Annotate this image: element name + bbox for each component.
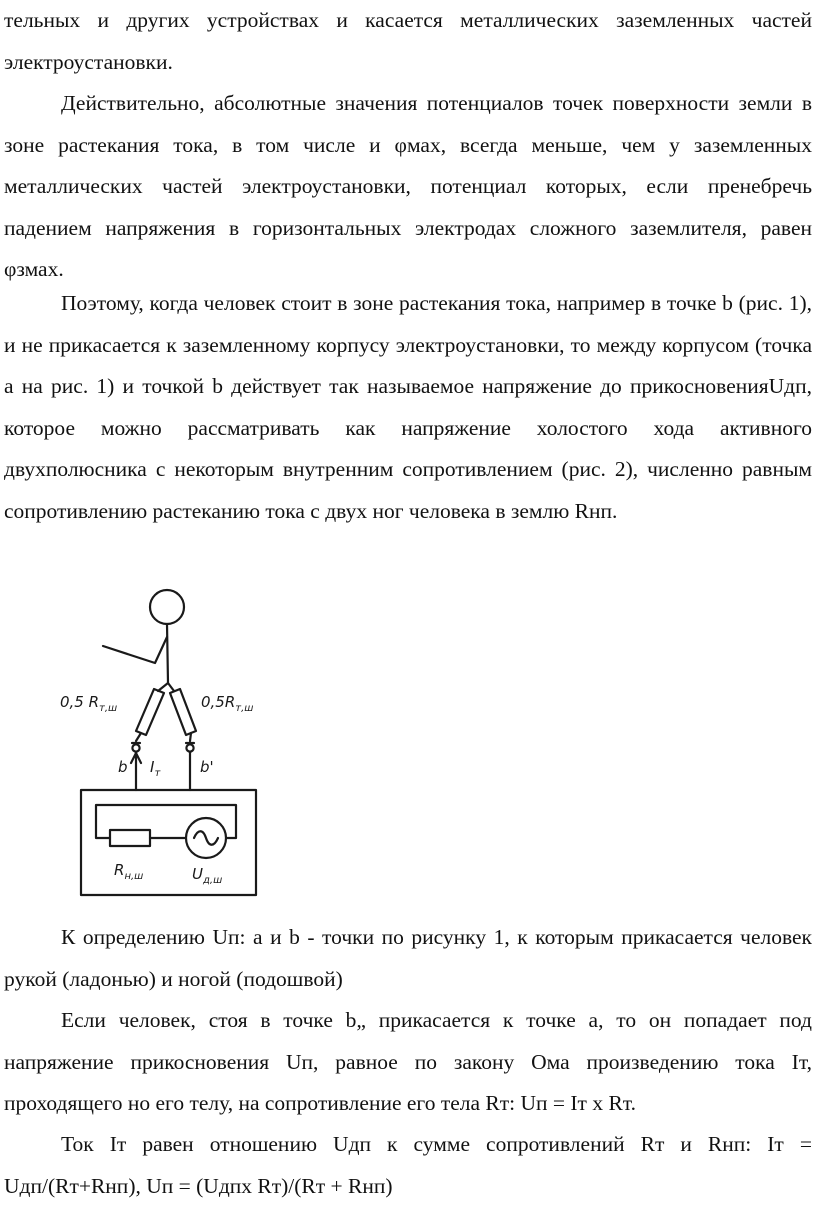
label-load-resistor: $R_{н,ш}$ [114,861,144,882]
paragraph-1: тельных и других устройствах и касается металлических заземленных частей электроустановки. [4,8,812,74]
paragraph-2: Действительно, абсолютные значения потенциалов точек поверхности земли в зоне растекания тока, в том числе и φмах, всегда меньше, чем у заземленных металлических частей электроустановки, потенциал которых, если пренебречь падением напряжения в горизонтальных электродах сложного заземлителя, равен φзмах. [4,91,812,281]
label-point-b-prime: b' [200,758,214,776]
label-source: $U_{д,ш}$ [192,865,223,886]
sine-glyph [194,831,218,845]
circuit-figure [60,585,290,915]
paragraph-3: Поэтому, когда человек стоит в зоне растекания тока, например в точке b (рис. 1), и не прикасается к заземленному корпусу электроустановки, то между корпусом (точка а на рис. 1) и точкой b действует так называемое напряжение до прикосновенияUдп, которое можно рассматривать как напряжение холостого хода активного двухполюсника с некоторым внутренним сопротивлением (рис. 2), численно равным сопротивлению растеканию тока с двух ног человека в землю Rнп. [4,291,812,523]
person-head [150,590,184,624]
paragraph-4: К определению Uп: а и b - точки по рисунку 1, к которым прикасается человек рукой (ладонью) и ногой (подошвой) [4,925,812,991]
circuit-diagram [60,585,290,915]
person-body [167,624,168,683]
left-leg-resistor [136,689,164,735]
label-current: $I_т$ [150,758,161,779]
load-resistor [110,830,150,846]
current-arrow [131,752,141,790]
paragraph-5: Если человек, стоя в точке b„ прикасается к точке а, то он попадает под напряжение прикосновения Uп, равное по закону Ома произведению тока Iт, проходящего но его телу, на сопротивление его тела Rт: Uп = Iт х Rт. [4,1008,812,1115]
terminal-b-prime [186,744,193,751]
person-arm [103,637,167,663]
person-legs [158,683,174,691]
paragraph-6: Ток Iт равен отношению Uдп к сумме сопротивлений Rт и Rнп: Iт = Uдп/(Rт+Rнп), Uп = (Uдпх Rт)/(Rт + Rнп) [4,1132,812,1198]
right-leg-resistor [170,689,196,735]
label-left-resistor: 0,5 $R_{т,ш}$ [60,693,118,714]
label-point-b: b [118,758,128,776]
label-right-resistor: $0,5R_{т,ш}$ [201,693,254,714]
terminal-b [132,744,139,751]
